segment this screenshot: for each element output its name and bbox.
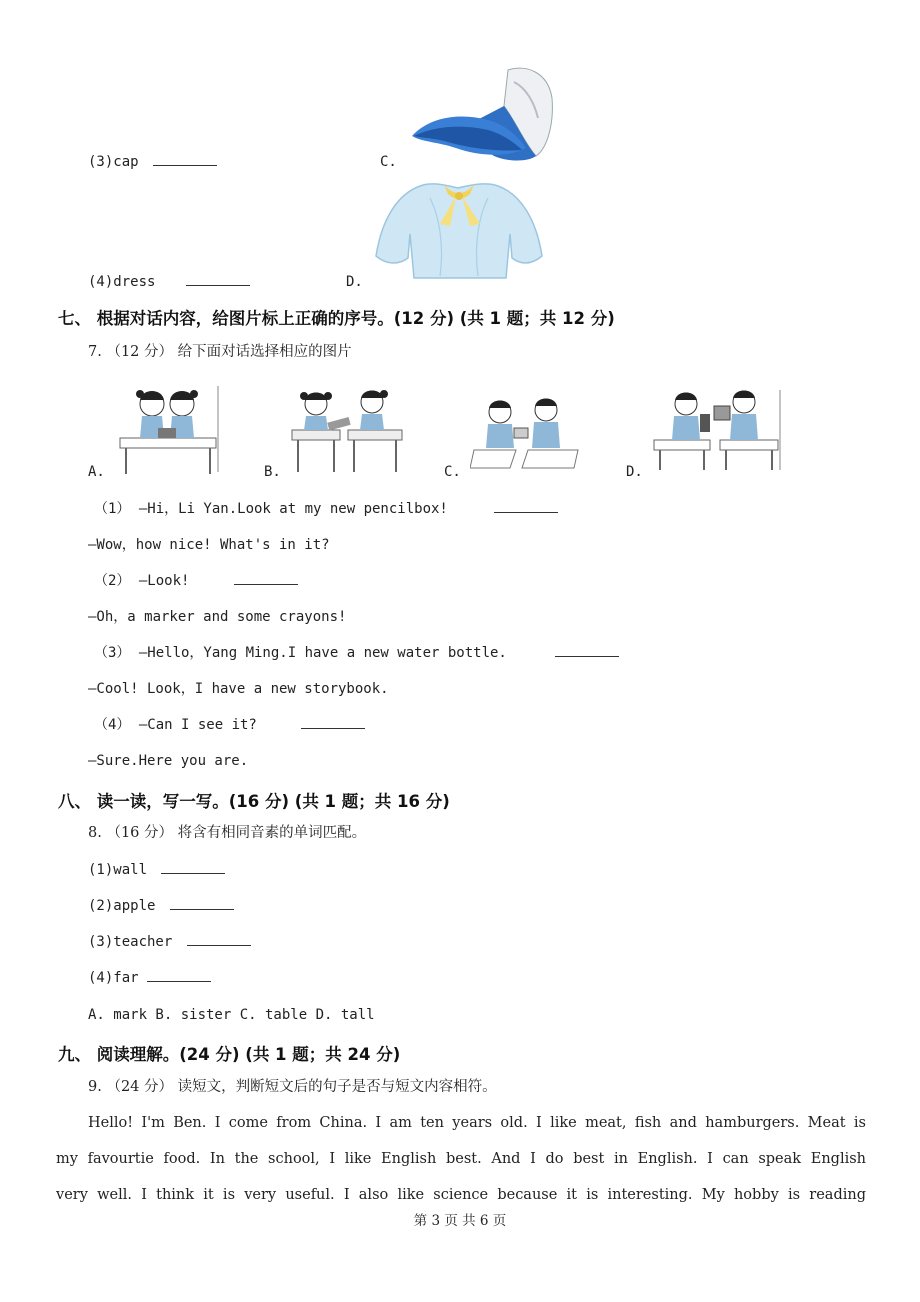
answer-blank[interactable] — [187, 933, 251, 946]
dialog-text: （3） —Hello，Yang Ming.I have a new water bottle. — [94, 645, 507, 661]
item-label: (4)far — [88, 970, 139, 986]
answer-blank[interactable] — [161, 861, 225, 874]
dialog-line — [94, 500, 558, 518]
question-title: 7. （12 分） 给下面对话选择相应的图片 — [88, 344, 352, 360]
passage-line: Hello! I'm Ben. I come from China. I am ten years old. I like meat, fish and hamburgers. Meat is — [88, 1115, 866, 1131]
match-item — [88, 861, 225, 879]
classroom-picture-c — [470, 394, 582, 470]
classroom-picture-d — [650, 386, 782, 472]
picture-label: B. — [264, 464, 281, 480]
item-label: (3)teacher — [88, 934, 173, 950]
match-options: A. mark B. sister C. table D. tall — [88, 1007, 375, 1023]
dialog-line — [94, 716, 365, 734]
option-label: D. — [346, 274, 363, 290]
cap-image — [408, 62, 556, 166]
dialog-text: （4） —Can I see it? — [94, 717, 257, 733]
question-title: 9. （24 分） 读短文，判断短文后的句子是否与短文内容相符。 — [88, 1079, 497, 1095]
answer-blank[interactable] — [153, 153, 217, 166]
dialog-text: （1） —Hi，Li Yan.Look at my new pencilbox! — [94, 501, 448, 517]
item-dress — [88, 273, 250, 291]
picture-label: C. — [444, 464, 461, 480]
dialog-reply: —Wow，how nice! What's in it? — [88, 537, 330, 553]
match-item — [88, 933, 251, 951]
answer-blank[interactable] — [234, 572, 298, 585]
match-item — [88, 969, 211, 987]
reading-passage — [56, 1105, 866, 1213]
passage-line: very well. I think it is very useful. I also like science because it is interesting. My hobby is reading — [56, 1187, 866, 1203]
section-heading: 八、 读一读，写一写。(16 分) (共 1 题；共 16 分) — [58, 792, 450, 811]
dialog-reply: —Sure.Here you are. — [88, 753, 249, 769]
dialog-reply: —Oh，a marker and some crayons! — [88, 609, 347, 625]
option-label: C. — [380, 154, 397, 170]
picture-label: A. — [88, 464, 105, 480]
page-footer: 第 3 页 共 6 页 — [413, 1213, 507, 1229]
answer-blank[interactable] — [555, 644, 619, 657]
answer-blank[interactable] — [147, 969, 211, 982]
item-cap — [88, 153, 217, 171]
section-heading: 七、 根据对话内容，给图片标上正确的序号。(12 分) (共 1 题；共 12 分) — [58, 309, 615, 328]
section-heading: 九、 阅读理解。(24 分) (共 1 题；共 24 分) — [58, 1045, 401, 1064]
passage-line: my favourtie food. In the school, I like English best. And I do best in English. I can speak English — [56, 1151, 866, 1167]
item-label: (3)cap — [88, 154, 139, 170]
dialog-line — [94, 644, 619, 662]
answer-blank[interactable] — [186, 273, 250, 286]
item-label: (4)dress — [88, 274, 156, 290]
match-item — [88, 897, 234, 915]
answer-blank[interactable] — [301, 716, 365, 729]
picture-label: D. — [626, 464, 643, 480]
item-label: (1)wall — [88, 862, 148, 878]
question-title: 8. （16 分） 将含有相同音素的单词匹配。 — [88, 825, 367, 841]
dialog-text: （2） —Look! — [94, 573, 190, 589]
dress-image — [370, 178, 548, 286]
answer-blank[interactable] — [494, 500, 558, 513]
dialog-reply: —Cool! Look，I have a new storybook. — [88, 681, 389, 697]
classroom-picture-b — [288, 386, 406, 474]
dialog-line — [94, 572, 298, 590]
answer-blank[interactable] — [170, 897, 234, 910]
item-label: (2)apple — [88, 898, 156, 914]
classroom-picture-a — [116, 382, 222, 474]
